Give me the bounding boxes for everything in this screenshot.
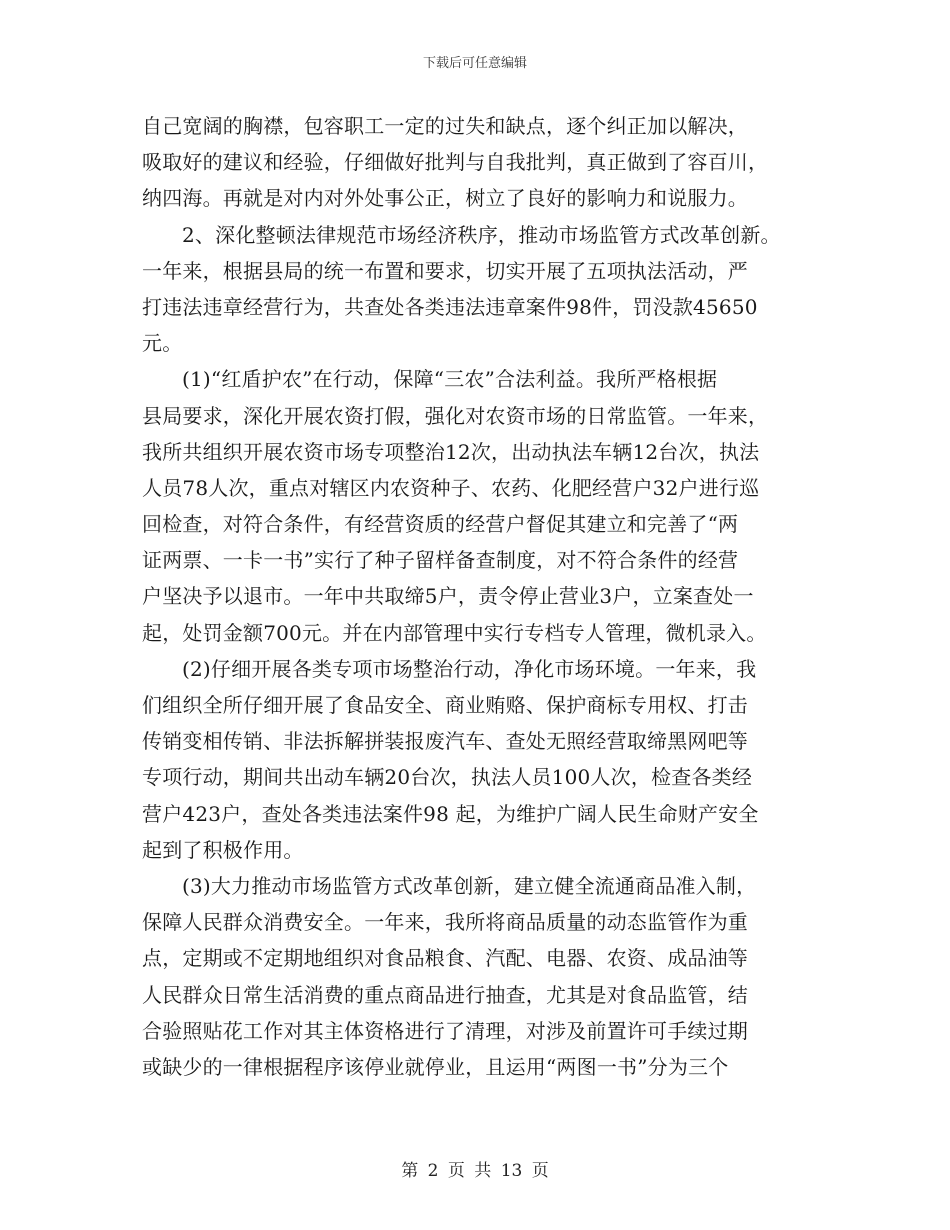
body-line: 人员78人次，重点对辖区内农资种子、农药、化肥经营户32户进行巡 xyxy=(142,475,760,500)
body-line: 纳四海。再就是对内对外处事公正，树立了良好的影响力和说服力。 xyxy=(142,186,748,211)
body-line: 们组织全所仔细开展了食品安全、商业贿赂、保护商标专用权、打击 xyxy=(142,693,748,717)
body-line: 回检查，对符合条件，有经营资质的经营户督促其建立和完善了“两 xyxy=(142,512,739,537)
body-line: 起到了积极作用。 xyxy=(142,837,304,862)
paragraph-start-line: (2)仔细开展各类专项市场整治行动，净化市场环境。一年来，我 xyxy=(182,656,757,681)
body-line: 打违法违章经营行为，共查处各类违法违章案件98件，罚没款45650 xyxy=(142,294,758,319)
body-line: 营户423户，查处各类违法案件98 起，为维护广阔人民生命财产安全 xyxy=(142,801,759,826)
body-line: 传销变相传销、非法拆解拼装报废汽车、查处无照经营取缔黑网吧等 xyxy=(142,729,748,754)
body-line: 专项行动，期间共出动车辆20台次，执法人员100人次，检查各类经 xyxy=(142,765,753,790)
body-line: 起，处罚金额700元。并在内部管理中实行专档专人管理，微机录入。 xyxy=(142,620,767,645)
body-line: 一年来，根据县局的统一布置和要求，切实开展了五项执法活动，严 xyxy=(142,258,748,283)
page-header-note: 下载后可任意编辑 xyxy=(422,56,527,71)
body-line: 元。 xyxy=(142,331,183,356)
paragraph-start-line: 2、深化整顿法律规范市场经济秩序，推动市场监管方式改革创新。 xyxy=(182,222,781,247)
body-line: 证两票、一卡一书”实行了种子留样备查制度，对不符合条件的经营 xyxy=(142,548,739,573)
body-line: 县局要求，深化开展农资打假，强化对农资市场的日常监管。一年来， xyxy=(142,403,769,428)
paragraph-start-line: (3)大力推动市场监管方式改革创新，建立健全流通商品准入制， xyxy=(182,873,757,898)
body-line: 我所共组织开展农资市场专项整治12次，出动执法车辆12台次，执法 xyxy=(142,439,760,464)
body-line: 自己宽阔的胸襟，包容职工一定的过失和缺点，逐个纠正加以解决， xyxy=(142,114,748,138)
body-line: 保障人民群众消费安全。一年来，我所将商品质量的动态监管作为重 xyxy=(142,910,748,935)
page-number-footer: 第 2 页 共 13 页 xyxy=(401,1161,549,1181)
paragraph-start-line: (1)“红盾护农”在行动，保障“三农”合法利益。我所严格根据 xyxy=(182,367,718,392)
body-line: 点，定期或不定期地组织对食品粮食、汽配、电器、农资、成品油等 xyxy=(142,946,748,971)
body-line: 或缺少的一律根据程序该停业就停业，且运用“两图一书”分为三个 xyxy=(142,1054,729,1079)
body-line: 合验照贴花工作对其主体资格进行了清理，对涉及前置许可手续过期 xyxy=(142,1018,748,1043)
body-line: 户坚决予以退市。一年中共取缔5户，责令停止营业3户，立案查处一 xyxy=(142,584,754,609)
body-line: 人民群众日常生活消费的重点商品进行抽查，尤其是对食品监管，结 xyxy=(142,982,748,1007)
body-line: 吸取好的建议和经验，仔细做好批判与自我批判，真正做到了容百川， xyxy=(142,150,769,175)
document-body xyxy=(142,108,822,1085)
